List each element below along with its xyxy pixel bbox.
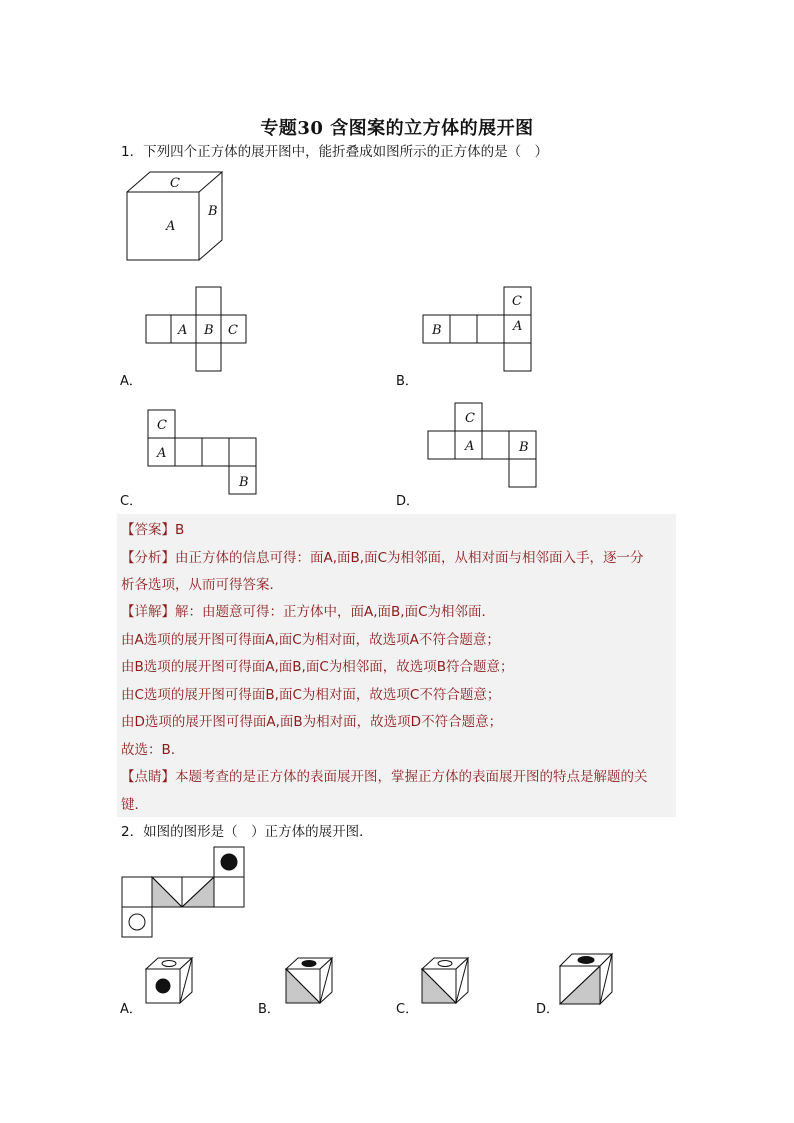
net-a-cell-2: B: [204, 323, 214, 338]
detail-line-2: 由A选项的展开图可得面A,面C为相对面，故选项A不符合题意；: [121, 632, 500, 648]
cube-face-top: C: [170, 176, 180, 191]
q1-option-d-label: D．: [396, 494, 420, 509]
net-c-cell-1: C: [157, 418, 167, 433]
detail-line-5: 由D选项的展开图可得面A,面B为相对面，故选项D不符合题意；: [121, 714, 503, 730]
page-title: 专题30 含图案的立方体的展开图: [260, 118, 534, 139]
q1-option-a-label: A．: [120, 374, 142, 389]
cube-face-front: A: [166, 219, 176, 234]
q1-cube-figure: [120, 168, 230, 264]
q2-net-figure: [118, 843, 253, 943]
net-a-cell-1: A: [178, 323, 188, 338]
analysis-line-2: 析各选项，从而可得答案．: [121, 577, 283, 593]
analysis-line-1: 【分析】由正方体的信息可得：面A,面B,面C为相邻面，从相对面与相邻面入手，逐一分: [121, 550, 644, 566]
net-d-cell-2: A: [465, 439, 475, 454]
net-b-cell-1: C: [512, 294, 522, 309]
answer-line: 【答案】B: [121, 522, 185, 538]
net-c-cell-2: A: [157, 446, 167, 461]
q2-option-d-label: D．: [536, 1002, 560, 1017]
detail-conclusion: 故选：B.: [121, 742, 176, 758]
net-b-cell-3: B: [432, 323, 442, 338]
detail-line-4: 由C选项的展开图可得面B,面C为相对面，故选项C不符合题意；: [121, 687, 501, 703]
comment-line-2: 键．: [121, 797, 148, 813]
q1-option-c-label: C．: [120, 494, 143, 509]
cube-face-right: B: [208, 204, 218, 219]
net-a-cell-3: C: [228, 323, 238, 338]
comment-line-1: 【点睛】本题考查的是正方体的表面展开图，掌握正方体的表面展开图的特点是解题的关: [121, 769, 648, 785]
detail-line-3: 由B选项的展开图可得面A,面B,面C为相邻面，故选项B符合题意；: [121, 659, 514, 675]
q2-option-a-cube: [140, 953, 202, 1009]
q2-option-d-cube: [556, 950, 620, 1008]
q2-option-c-label: C．: [396, 1002, 419, 1017]
net-c-cell-3: B: [239, 475, 249, 490]
net-d-cell-1: C: [465, 411, 475, 426]
q2-option-b-cube: [280, 953, 342, 1009]
q1-option-d-net: [424, 398, 544, 494]
question-2-stem: 2．如图的图形是（ ）正方体的展开图．: [121, 824, 373, 840]
q2-option-c-cube: [418, 953, 480, 1009]
q2-option-b-label: B．: [258, 1002, 280, 1017]
net-d-cell-3: B: [519, 440, 529, 455]
q2-option-a-label: A．: [120, 1002, 142, 1017]
net-b-cell-2: A: [513, 319, 523, 334]
q1-option-c-net: [143, 405, 263, 497]
detail-line-1: 【详解】解：由题意可得：正方体中，面A,面B,面C为相邻面．: [121, 604, 496, 620]
q1-option-b-net: [420, 282, 540, 378]
q1-option-a-net: [140, 282, 255, 378]
q1-option-b-label: B．: [396, 374, 418, 389]
question-1-stem: 1．下列四个正方体的展开图中，能折叠成如图所示的正方体的是（ ）: [121, 144, 549, 160]
